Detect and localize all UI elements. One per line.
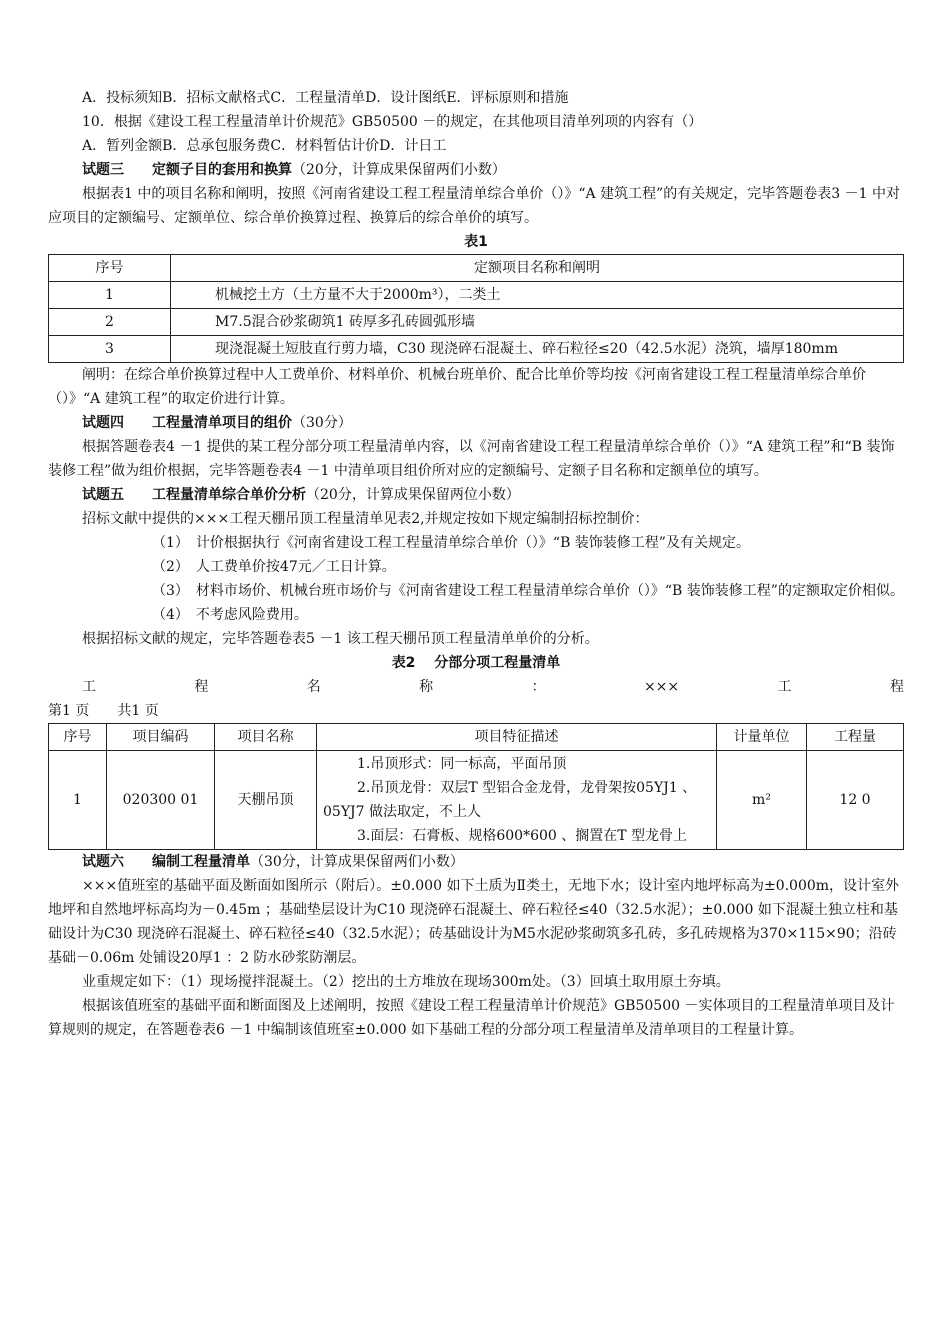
page-info: 第1 页 共1 页 — [48, 703, 159, 719]
question-10: 10．根据《建设工程工程量清单计价规范》GB50500 －的规定，在其他项目清单列项的内容有（） — [82, 114, 703, 130]
project-label-char: 称 — [419, 679, 434, 695]
project-label-char: 工 — [777, 679, 792, 695]
table2 — [48, 723, 904, 850]
table-header-cell: 序号 — [49, 724, 107, 751]
q6-body-1: ×××值班室的基础平面及断面如图所示（附后）。±0.000 如下土质为Ⅱ类土，无地下水；设计室内地坪标高为±0.000m，设计室外地坪和自然地坪标高均为－0.45m ；基础垫层设计为C10 现浇碎石混凝土、碎石粒径≤40（32.5水泥）；±0.000 如下混凝土独立柱和基础设计为C30 现浇碎石混凝土、碎石粒径≤40（32.5水泥）；砖基础设计为M5水泥砂浆砌筑多孔砖，多孔砖规格为370×115×90；沿砖基础－0.06m 处铺设20厚1 ：2 防水砂浆防潮层。 — [48, 878, 900, 966]
project-label-char: 工 — [82, 679, 96, 695]
quantity: 12 0 — [807, 751, 904, 850]
q6-note: （30分，计算成果保留两们小数） — [250, 854, 464, 870]
q5-item: （4） 不考虑风险费用。 — [152, 607, 308, 623]
table-header-cell: 项目编码 — [107, 724, 215, 751]
row-text: 机械挖土方（土方量不大于2000m³），二类土 — [171, 282, 904, 309]
q5-intro: 招标文献中提供的×××工程天棚吊顶工程量清单见表2,并规定按如下规定编制招标控制价： — [82, 511, 649, 527]
q3-note: （20分，计算成果保留两们小数） — [292, 162, 506, 178]
item-name: 天棚吊顶 — [215, 751, 317, 850]
q5-note: （20分，计算成果保留两位小数） — [306, 487, 520, 503]
table-header-cell: 定额项目名称和阐明 — [171, 255, 904, 282]
q6-title: 试题六 编制工程量清单 — [82, 854, 250, 870]
project-name-line — [48, 675, 904, 699]
row-text: 现浇混凝土短肢直行剪力墙，C30 现浇碎石混凝土、碎石粒径≤20（42.5水泥）浇筑，墙厚180mm — [171, 336, 904, 363]
project-label-char: 程 — [889, 679, 904, 695]
q4-title: 试题四 工程量清单项目的组价 — [82, 415, 292, 431]
table-header-row — [49, 255, 904, 282]
document-page — [48, 86, 904, 1042]
table1-caption: 表1 — [464, 234, 488, 250]
q5-closing: 根据招标文献的规定，完毕答题卷表5 －1 该工程天棚吊顶工程量清单单价的分析。 — [82, 631, 599, 647]
row-number: 1 — [49, 282, 171, 309]
table-header-cell: 序号 — [49, 255, 171, 282]
table-row — [49, 309, 904, 336]
table-row — [49, 282, 904, 309]
q3-body: 根据表1 中的项目名称和阐明，按照《河南省建设工程工程量清单综合单价（）》“A 建筑工程”的有关规定，完毕答题卷表3 －1 中对应项目的定额编号、定额单位、综合单价换算过程、换算后的综合单价的填写。 — [48, 186, 900, 226]
q5-heading — [48, 483, 904, 507]
options-line-9: A．投标须知B．招标文献格式C．工程量清单D．设计图纸E．评标原则和措施 — [82, 90, 569, 106]
table2-caption: 表2 分部分项工程量清单 — [391, 655, 561, 671]
row-number: 2 — [49, 309, 171, 336]
table-row — [49, 336, 904, 363]
table-header-cell: 项目特征描述 — [317, 724, 717, 751]
q3-heading — [48, 158, 904, 182]
q5-item: （3） 材料市场价、机械台班市场价与《河南省建设工程工程量清单综合单价（）》“B 装饰装修工程”的定额取定价相似。 — [152, 583, 904, 599]
q4-heading — [48, 411, 904, 435]
q5-item: （2） 人工费单价按47元／工日计算。 — [152, 559, 396, 575]
q6-body-3: 根据该值班室的基础平面和断面图及上述阐明，按照《建设工程工程量清单计价规范》GB50500 －实体项目的工程量清单项目及计算规则的规定，在答题卷表6 －1 中编制该值班室±0.000 如下基础工程的分部分项工程量清单及清单项目的工程量计算。 — [48, 998, 895, 1038]
description-line: 1.吊顶形式：同一标高，平面吊顶 — [357, 756, 567, 772]
table-header-row — [49, 724, 904, 751]
q3-explain: 阐明：在综合单价换算过程中人工费单价、材料单价、机械台班单价、配合比单价等均按《河南省建设工程工程量清单综合单价（）》“A 建筑工程”的取定价进行计算。 — [48, 367, 866, 407]
q4-note: （30分） — [292, 415, 352, 431]
table-row — [49, 751, 904, 850]
table-header-cell: 项目名称 — [215, 724, 317, 751]
item-description — [317, 751, 717, 850]
unit: m² — [717, 751, 807, 850]
options-line-10: A．暂列金额B．总承包服务费C．材料暂估计价D．计日工 — [82, 138, 447, 154]
project-label-char: ××× — [643, 679, 680, 695]
q6-body-2: 业重规定如下：（1）现场搅拌混凝土。（2）挖出的土方堆放在现场300m处。（3）回填土取用原土夯填。 — [82, 974, 730, 990]
q5-item: （1） 计价根据执行《河南省建设工程工程量清单综合单价（）》“B 装饰装修工程”及有关规定。 — [152, 535, 750, 551]
item-code: 020300 01 — [107, 751, 215, 850]
row-number: 3 — [49, 336, 171, 363]
table-header-cell: 计量单位 — [717, 724, 807, 751]
q4-body: 根据答题卷表4 －1 提供的某工程分部分项工程量清单内容，以《河南省建设工程工程量清单综合单价（）》“A 建筑工程”和“B 装饰装修工程”做为组价根据，完毕答题卷表4 －1 中清单项目组价所对应的定额编号、定额子目名称和定额单位的填写。 — [48, 439, 895, 479]
description-line: 2.吊顶龙骨：双层T 型铝合金龙骨，龙骨架按05YJ1 、05YJ7 做法取定，不上人 — [323, 780, 697, 820]
q5-title: 试题五 工程量清单综合单价分析 — [82, 487, 306, 503]
row-text: M7.5混合砂浆砌筑1 砖厚多孔砖圆弧形墙 — [171, 309, 904, 336]
table-header-cell: 工程量 — [807, 724, 904, 751]
row-number: 1 — [49, 751, 107, 850]
project-label-char: 程 — [194, 679, 209, 695]
project-label-char: 名 — [306, 679, 321, 695]
q6-heading — [48, 850, 904, 874]
project-label-char: ： — [531, 679, 546, 695]
q3-title: 试题三 定额子目的套用和换算 — [82, 162, 292, 178]
description-line: 3.面层：石膏板、规格600*600 、搁置在T 型龙骨上 — [357, 828, 688, 844]
table1 — [48, 254, 904, 363]
